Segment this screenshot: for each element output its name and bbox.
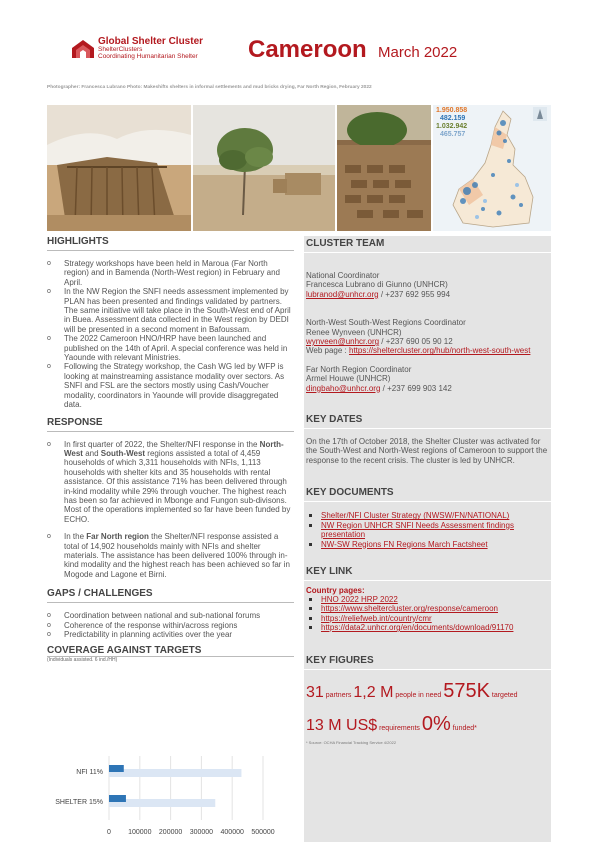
map-figure-3: 1.032.942 (436, 123, 468, 130)
unhcr-data-link[interactable]: https://data2.unhcr.org/en/documents/download/91170 (321, 623, 514, 633)
nw-coordinator-name: Renee Wynveen (UNHCR) (306, 327, 402, 337)
x-tick-label: 400000 (220, 829, 244, 836)
list-item: o In the NW Region the SNFI needs assessment implemented by PLAN has been presented and findings validated by partners. The same initiative will take place in the South-West end of April in Buea. Assessment data collected in the West region by DEDI will be presented in a second moment in Bafoussam. (47, 287, 294, 334)
x-tick-label: 300000 (189, 829, 214, 836)
photo-caption: Photographer: Francesca Lubrano Photo: Makeshifts shelters in informal settlements and mud bricks drying, Far North Region, February 2022 (47, 85, 372, 90)
map-figure-1: 1.950.858 (436, 107, 468, 114)
list-item: o Coordination between national and sub-national forums (47, 611, 294, 620)
key-link-list (304, 595, 551, 633)
gaps-list (47, 611, 294, 639)
map-inset (433, 105, 551, 231)
x-tick-label: 100000 (128, 829, 152, 836)
category-label: SHELTER 15% (55, 799, 103, 806)
gaps-heading: GAPS / CHALLENGES (47, 588, 294, 603)
photo-mud-bricks (337, 105, 431, 231)
coverage-heading: COVERAGE AGAINST TARGETS (47, 645, 294, 657)
list-item (304, 604, 551, 613)
achieved-bar (109, 795, 126, 802)
key-dates-heading: KEY DATES (304, 412, 551, 429)
nw-coordinator-email[interactable]: wynveen@unhcr.org (306, 337, 380, 347)
document-link[interactable]: NW-SW Regions FN Regions March Factsheet (321, 539, 488, 549)
requirements-number: 13 M US$ (306, 716, 378, 734)
x-tick-label: 0 (107, 829, 111, 836)
global-shelter-cluster-logo (70, 38, 96, 60)
fn-coordinator-name: Armel Houwe (UNHCR) (306, 374, 391, 384)
nw-web-link[interactable]: https://sheltercluster.org/hub/north-west-south-west (349, 346, 531, 356)
coverage-subtitle: (Individuals assisted. 6 ind./HH) (47, 657, 118, 664)
x-tick-label: 200000 (158, 829, 183, 836)
list-item (304, 511, 551, 520)
fn-coordinator-role: Far North Region Coordinator (306, 364, 412, 374)
list-item (304, 540, 551, 549)
key-dates-text: On the 17th of October 2018, the Shelter Cluster was activated for the South-West and North-West regions of Cameroon to support the response to the recent crisis. The cluster is led by UNHCR. (306, 437, 548, 465)
x-tick-label: 500000 (251, 829, 275, 836)
national-coordinator-name: Francesca Lubrano di Giunno (UNHCR) (306, 280, 448, 290)
key-figures-row-2: 13 M US$ requirements 0% funded* (306, 712, 477, 735)
key-documents-heading: KEY DOCUMENTS (304, 485, 551, 502)
fn-coordinator-contact: dingbaho@unhcr.org / +237 699 903 142 (306, 383, 452, 393)
map-figure-2: 482.159 (440, 115, 466, 122)
list-item (304, 595, 551, 604)
funded-number: 0% (421, 712, 451, 735)
nw-coordinator-contact: wynveen@unhcr.org / +237 690 05 90 12 (306, 337, 453, 347)
category-label: NFI 11% (76, 769, 103, 776)
list-item (304, 623, 551, 632)
key-figures-heading: KEY FIGURES (304, 653, 551, 670)
nw-coordinator-role: North-West South-West Regions Coordinator (306, 318, 466, 328)
photo-tree-houses (193, 105, 335, 231)
targeted-number: 575K (443, 679, 490, 702)
photo-makeshift-shelter (47, 105, 191, 231)
key-link-heading: KEY LINK (304, 564, 551, 581)
key-figures-source: * Source: OCHA Financial Tracking Service 4/2022 (306, 739, 397, 745)
list-item: o The 2022 Cameroon HNO/HRP have been launched and published on the 14th of April. A special conference was held in Yaounde with relevant Ministries. (47, 334, 294, 362)
highlights-heading: HIGHLIGHTS (47, 236, 294, 251)
national-coordinator-email[interactable]: lubranod@unhcr.org (306, 289, 379, 299)
list-item (304, 614, 551, 623)
response-heading: RESPONSE (47, 417, 294, 432)
logo-tagline: Coordinating Humanitarian Shelter (98, 53, 198, 60)
page-title: Cameroon (248, 36, 367, 63)
fn-coordinator-email[interactable]: dingbaho@unhcr.org (306, 383, 381, 393)
target-bar (109, 769, 241, 777)
list-item (304, 521, 551, 540)
cluster-team-contacts (304, 253, 551, 393)
list-item: o Following the Strategy workshop, the Cash WG led by WFP is looking at mainstreaming assistance modality over sectors. As SNFI and FSL are the sectors mostly using Cash/Voucher modality, coordinators in Yaounde will provide disaggregated data. (47, 362, 294, 409)
highlights-list (47, 259, 294, 410)
list-item: o Predictability in planning activities over the year (47, 630, 294, 639)
country-pages-label: Country pages: (306, 585, 365, 595)
cluster-team-heading: CLUSTER TEAM (304, 236, 551, 253)
achieved-bar (109, 765, 124, 772)
hno-hrp-link[interactable]: HNO 2022 HRP 2022 (321, 594, 398, 604)
list-item: o Coherence of the response within/across regions (47, 621, 294, 630)
nw-web-page: Web page : https://sheltercluster.org/hub/north-west-south-west (306, 346, 531, 356)
logo-title: Global Shelter Cluster (98, 36, 204, 47)
sheltercluster-link[interactable]: https://www.sheltercluster.org/response/cameroon (321, 604, 498, 614)
response-paragraph-1: o In first quarter of 2022, the Shelter/NFI response in the North-West and South-West regions assisted a total of 4,459 households of which 3,311 households with NFIs, 1,113 households with shelter kits and 35 households with rental assistance. Of this assistance 71% has been delivered through in-kind modality while 29% through voucher. The highest reach has been so far achieved in Mbonge and Fungon sub-divisons. Most of the operations implemented so far have been funded by ECHO. (47, 440, 294, 525)
reliefweb-link[interactable]: https://reliefweb.int/country/cmr (321, 613, 432, 623)
key-figures-row-1: 31 partners 1,2 M people in need 575K targeted (306, 679, 518, 702)
page-date: March 2022 (378, 44, 458, 61)
document-link[interactable]: NW Region UNHCR SNFI Needs Assessment findings presentation (321, 520, 514, 540)
national-coordinator-contact: lubranod@unhcr.org / +237 692 955 994 (306, 289, 451, 299)
logo-subtitle: ShelterClusters (98, 46, 143, 53)
list-item: o Strategy workshops have been held in Maroua (Far North region) and in Bamenda (North-West region) in February and April. (47, 259, 294, 287)
left-column (47, 236, 294, 663)
national-coordinator-role: National Coordinator (306, 271, 380, 280)
coverage-chart (47, 752, 294, 840)
map-figure-4: 465.757 (440, 131, 466, 138)
partners-number: 31 (306, 683, 324, 701)
right-column (304, 236, 551, 842)
people-in-need-number: 1,2 M (353, 683, 394, 701)
key-documents-list (304, 511, 551, 549)
response-paragraph-2: o In the Far North region the Shelter/NFI response assisted a total of 14,902 households mainly with NFIs and shelter materials. The assistance has been delivered 100% through in-kind modality and the highest reach has been achieved so far in Mogode and Lagone et Birni. (47, 532, 294, 579)
response-list (47, 440, 294, 580)
document-link[interactable]: Shelter/NFI Cluster Strategy (NWSW/FN/NATIONAL) (321, 511, 510, 521)
